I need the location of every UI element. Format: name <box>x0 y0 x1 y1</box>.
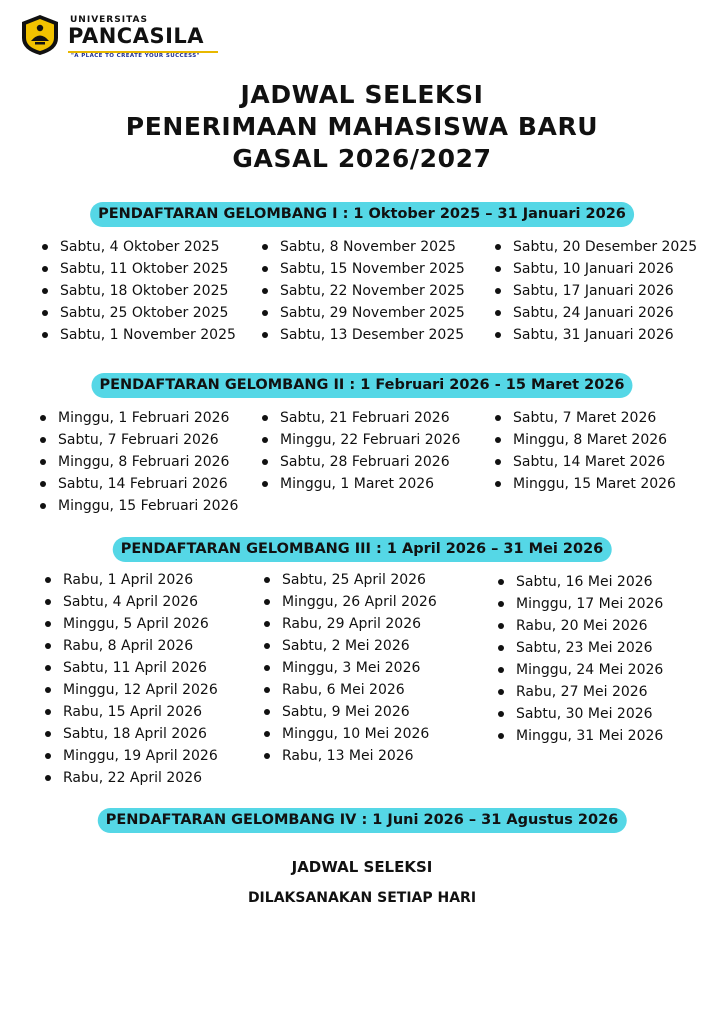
schedule-date-text: Sabtu, 24 Januari 2026 <box>513 305 674 321</box>
schedule-date-text: Rabu, 8 April 2026 <box>63 638 194 654</box>
schedule-date-item <box>40 302 236 324</box>
schedule-date-text: Sabtu, 11 April 2026 <box>63 660 207 676</box>
schedule-date-text: Rabu, 29 April 2026 <box>282 616 422 632</box>
schedule-date-text: Sabtu, 4 Oktober 2025 <box>60 239 220 255</box>
wave-4-banner: PENDAFTARAN GELOMBANG IV : 1 Juni 2026 – 31 Agustus 2026 <box>98 808 627 833</box>
wave-1-dates-column-3 <box>493 236 697 346</box>
schedule-date-text: Minggu, 8 Februari 2026 <box>58 454 230 470</box>
bullet-icon <box>40 503 46 509</box>
schedule-date-text: Sabtu, 10 Januari 2026 <box>513 261 674 277</box>
schedule-date-text: Sabtu, 17 Januari 2026 <box>513 283 674 299</box>
bullet-icon <box>262 437 268 443</box>
bullet-icon <box>264 599 270 605</box>
bullet-icon <box>45 665 51 671</box>
schedule-date-text: Sabtu, 31 Januari 2026 <box>513 327 674 343</box>
schedule-date-item <box>260 302 465 324</box>
schedule-date-text: Minggu, 3 Mei 2026 <box>282 660 421 676</box>
bullet-icon <box>498 579 504 585</box>
bullet-icon <box>264 709 270 715</box>
schedule-date-item <box>40 280 236 302</box>
schedule-date-item <box>260 429 460 451</box>
bullet-icon <box>45 599 51 605</box>
schedule-date-text: Sabtu, 25 April 2026 <box>282 572 426 588</box>
schedule-date-item <box>38 407 238 429</box>
bullet-icon <box>262 266 268 272</box>
schedule-date-text: Minggu, 31 Mei 2026 <box>516 728 664 744</box>
schedule-date-text: Minggu, 17 Mei 2026 <box>516 596 664 612</box>
schedule-date-text: Minggu, 19 April 2026 <box>63 748 218 764</box>
schedule-date-item <box>262 723 437 745</box>
schedule-date-item <box>43 767 218 789</box>
bullet-icon <box>495 244 501 250</box>
schedule-date-text: Sabtu, 2 Mei 2026 <box>282 638 410 654</box>
bullet-icon <box>45 753 51 759</box>
schedule-date-item <box>262 635 437 657</box>
bullet-icon <box>45 775 51 781</box>
university-emblem-icon <box>20 14 60 56</box>
bullet-icon <box>264 731 270 737</box>
schedule-date-item <box>260 258 465 280</box>
bullet-icon <box>42 332 48 338</box>
bullet-icon <box>495 481 501 487</box>
schedule-date-text: Minggu, 15 Februari 2026 <box>58 498 239 514</box>
schedule-date-text: Minggu, 8 Maret 2026 <box>513 432 668 448</box>
schedule-date-text: Sabtu, 1 November 2025 <box>60 327 236 343</box>
schedule-date-text: Sabtu, 20 Desember 2025 <box>513 239 698 255</box>
bullet-icon <box>264 687 270 693</box>
bullet-icon <box>262 332 268 338</box>
bullet-icon <box>495 415 501 421</box>
bullet-icon <box>498 733 504 739</box>
schedule-date-text: Sabtu, 11 Oktober 2025 <box>60 261 229 277</box>
selection-schedule-note: DILAKSANAKAN SETIAP HARI <box>247 890 477 906</box>
schedule-date-item <box>43 745 218 767</box>
bullet-icon <box>264 643 270 649</box>
bullet-icon <box>495 266 501 272</box>
bullet-icon <box>498 667 504 673</box>
schedule-date-text: Minggu, 5 April 2026 <box>63 616 209 632</box>
schedule-date-text: Sabtu, 29 November 2025 <box>280 305 465 321</box>
schedule-date-text: Rabu, 1 April 2026 <box>63 572 194 588</box>
schedule-date-text: Rabu, 13 Mei 2026 <box>282 748 414 764</box>
schedule-date-item <box>260 280 465 302</box>
logo-tagline: "A PLACE TO CREATE YOUR SUCCESS" <box>71 53 200 59</box>
bullet-icon <box>498 689 504 695</box>
schedule-date-text: Minggu, 22 Februari 2026 <box>280 432 461 448</box>
schedule-date-text: Minggu, 26 April 2026 <box>282 594 437 610</box>
schedule-date-item <box>43 569 218 591</box>
schedule-date-text: Sabtu, 30 Mei 2026 <box>516 706 653 722</box>
title-line-2: PENERIMAAN MAHASISWA BARU <box>125 112 599 141</box>
wave-3-dates-column-1 <box>43 569 218 789</box>
schedule-date-text: Sabtu, 13 Desember 2025 <box>280 327 465 343</box>
wave-2-dates-column-2 <box>260 407 460 495</box>
schedule-date-item <box>43 657 218 679</box>
schedule-date-item <box>496 703 663 725</box>
schedule-date-item <box>496 659 663 681</box>
schedule-date-text: Sabtu, 7 Maret 2026 <box>513 410 657 426</box>
schedule-date-item <box>493 451 676 473</box>
logo-text-pancasila: PANCASILA <box>68 24 205 48</box>
logo-text-universitas: UNIVERSITAS <box>70 15 148 25</box>
wave-3-dates-column-3 <box>496 571 663 747</box>
schedule-date-text: Sabtu, 18 April 2026 <box>63 726 207 742</box>
schedule-date-text: Minggu, 12 April 2026 <box>63 682 218 698</box>
bullet-icon <box>42 266 48 272</box>
schedule-date-item <box>493 407 676 429</box>
schedule-date-item <box>493 280 697 302</box>
bullet-icon <box>262 459 268 465</box>
bullet-icon <box>264 665 270 671</box>
selection-schedule-heading: JADWAL SELEKSI <box>291 858 433 876</box>
bullet-icon <box>498 601 504 607</box>
schedule-date-text: Rabu, 6 Mei 2026 <box>282 682 405 698</box>
schedule-date-item <box>260 407 460 429</box>
schedule-date-text: Sabtu, 9 Mei 2026 <box>282 704 410 720</box>
schedule-date-item <box>43 701 218 723</box>
schedule-date-item <box>493 258 697 280</box>
schedule-date-item <box>260 324 465 346</box>
schedule-date-item <box>262 679 437 701</box>
bullet-icon <box>262 288 268 294</box>
schedule-date-item <box>493 429 676 451</box>
bullet-icon <box>42 244 48 250</box>
bullet-icon <box>45 687 51 693</box>
schedule-date-item <box>43 591 218 613</box>
schedule-date-item <box>38 451 238 473</box>
bullet-icon <box>498 645 504 651</box>
schedule-date-item <box>496 571 663 593</box>
schedule-date-text: Sabtu, 15 November 2025 <box>280 261 465 277</box>
schedule-date-item <box>262 569 437 591</box>
bullet-icon <box>264 753 270 759</box>
title-line-3: GASAL 2026/2027 <box>232 144 492 173</box>
wave-2-banner: PENDAFTARAN GELOMBANG II : 1 Februari 2026 - 15 Maret 2026 <box>91 373 632 398</box>
bullet-icon <box>264 621 270 627</box>
schedule-date-text: Minggu, 15 Maret 2026 <box>513 476 676 492</box>
bullet-icon <box>495 332 501 338</box>
schedule-date-text: Sabtu, 23 Mei 2026 <box>516 640 653 656</box>
bullet-icon <box>45 731 51 737</box>
schedule-date-text: Minggu, 10 Mei 2026 <box>282 726 430 742</box>
bullet-icon <box>495 437 501 443</box>
schedule-date-item <box>496 725 663 747</box>
bullet-icon <box>42 288 48 294</box>
wave-2-dates-column-1 <box>38 407 238 517</box>
bullet-icon <box>262 244 268 250</box>
schedule-date-item <box>43 613 218 635</box>
schedule-date-item <box>262 701 437 723</box>
schedule-date-text: Sabtu, 14 Februari 2026 <box>58 476 228 492</box>
bullet-icon <box>262 481 268 487</box>
schedule-date-text: Sabtu, 18 Oktober 2025 <box>60 283 229 299</box>
bullet-icon <box>498 711 504 717</box>
bullet-icon <box>262 415 268 421</box>
schedule-date-item <box>262 613 437 635</box>
bullet-icon <box>495 310 501 316</box>
schedule-date-text: Minggu, 1 Februari 2026 <box>58 410 230 426</box>
schedule-date-text: Rabu, 27 Mei 2026 <box>516 684 648 700</box>
schedule-date-item <box>493 302 697 324</box>
bullet-icon <box>40 415 46 421</box>
schedule-date-text: Sabtu, 16 Mei 2026 <box>516 574 653 590</box>
schedule-date-text: Rabu, 22 April 2026 <box>63 770 203 786</box>
schedule-date-item <box>38 473 238 495</box>
wave-1-dates-column-2 <box>260 236 465 346</box>
schedule-date-text: Rabu, 20 Mei 2026 <box>516 618 648 634</box>
bullet-icon <box>498 623 504 629</box>
wave-1-dates-column-1 <box>40 236 236 346</box>
schedule-date-item <box>38 429 238 451</box>
wave-3-dates-column-2 <box>262 569 437 767</box>
schedule-date-text: Minggu, 1 Maret 2026 <box>280 476 435 492</box>
wave-1-banner: PENDAFTARAN GELOMBANG I : 1 Oktober 2025 – 31 Januari 2026 <box>90 202 634 227</box>
schedule-date-text: Sabtu, 8 November 2025 <box>280 239 456 255</box>
schedule-date-text: Sabtu, 21 Februari 2026 <box>280 410 450 426</box>
schedule-date-item <box>262 591 437 613</box>
schedule-date-item <box>262 745 437 767</box>
schedule-date-text: Sabtu, 4 April 2026 <box>63 594 199 610</box>
bullet-icon <box>495 288 501 294</box>
schedule-date-text: Rabu, 15 April 2026 <box>63 704 203 720</box>
page-title <box>0 79 724 175</box>
schedule-date-item <box>493 473 676 495</box>
schedule-date-item <box>496 681 663 703</box>
bullet-icon <box>45 643 51 649</box>
bullet-icon <box>495 459 501 465</box>
schedule-date-item <box>496 637 663 659</box>
schedule-date-text: Sabtu, 25 Oktober 2025 <box>60 305 229 321</box>
schedule-date-item <box>496 593 663 615</box>
bullet-icon <box>262 310 268 316</box>
schedule-date-item <box>260 473 460 495</box>
schedule-date-text: Sabtu, 14 Maret 2026 <box>513 454 666 470</box>
schedule-date-text: Minggu, 24 Mei 2026 <box>516 662 664 678</box>
schedule-date-item <box>262 657 437 679</box>
schedule-date-item <box>260 236 465 258</box>
schedule-date-item <box>493 236 697 258</box>
bullet-icon <box>45 577 51 583</box>
bullet-icon <box>45 709 51 715</box>
schedule-date-item <box>493 324 697 346</box>
bullet-icon <box>264 577 270 583</box>
title-line-1: JADWAL SELEKSI <box>240 80 484 109</box>
schedule-date-item <box>40 236 236 258</box>
wave-3-banner: PENDAFTARAN GELOMBANG III : 1 April 2026 – 31 Mei 2026 <box>113 537 612 562</box>
bullet-icon <box>42 310 48 316</box>
schedule-date-item <box>40 258 236 280</box>
schedule-date-item <box>43 635 218 657</box>
schedule-date-item <box>43 723 218 745</box>
schedule-date-text: Sabtu, 7 Februari 2026 <box>58 432 219 448</box>
schedule-date-text: Sabtu, 28 Februari 2026 <box>280 454 450 470</box>
wave-2-dates-column-3 <box>493 407 676 495</box>
schedule-date-item <box>40 324 236 346</box>
schedule-date-item <box>260 451 460 473</box>
university-logo <box>20 14 220 58</box>
schedule-date-item <box>496 615 663 637</box>
bullet-icon <box>40 459 46 465</box>
bullet-icon <box>45 621 51 627</box>
schedule-date-text: Sabtu, 22 November 2025 <box>280 283 465 299</box>
schedule-date-item <box>43 679 218 701</box>
bullet-icon <box>40 481 46 487</box>
bullet-icon <box>40 437 46 443</box>
schedule-date-item <box>38 495 238 517</box>
